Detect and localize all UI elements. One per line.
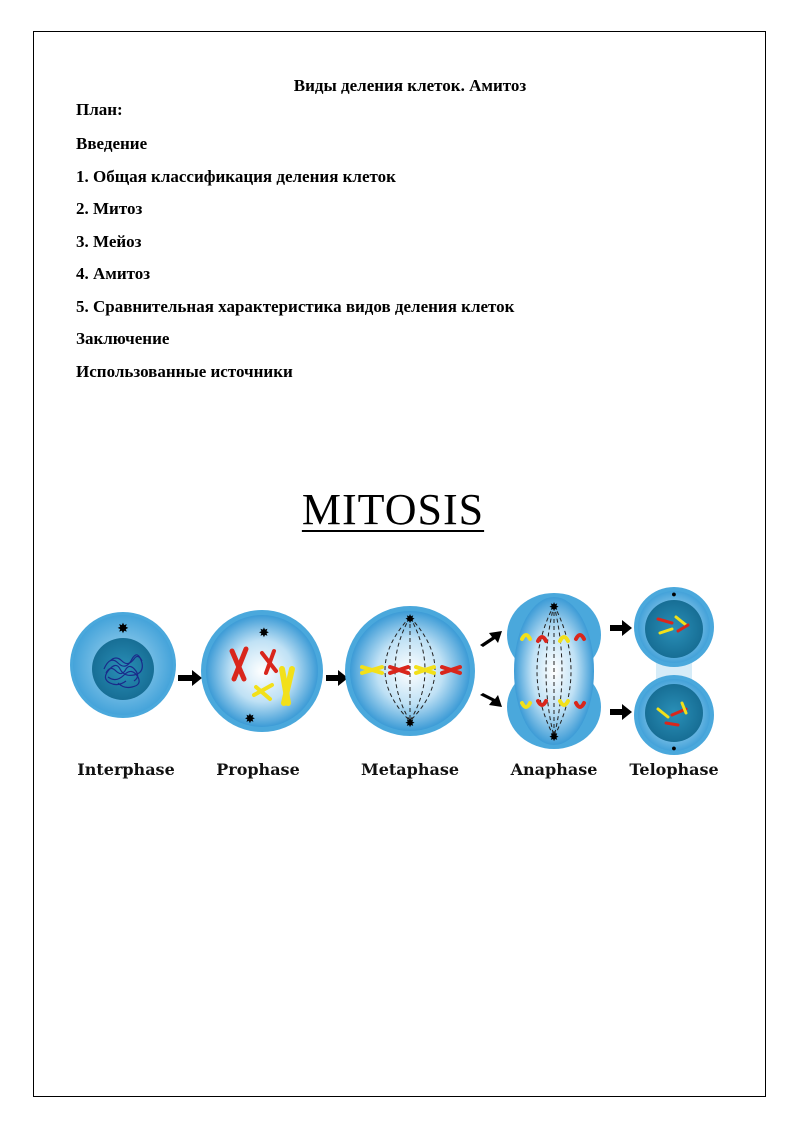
mitosis-figure — [60, 585, 740, 795]
plan-item-5: 5. Сравнительная характеристика видов деления клеток — [76, 296, 515, 316]
stage-label-prophase: Prophase — [216, 760, 300, 779]
arrow-icon — [610, 620, 632, 636]
centrosome-icon: ✸ — [404, 716, 416, 730]
interphase-cell — [70, 612, 176, 718]
arrow-icon — [326, 670, 348, 686]
plan-item-1: 1. Общая классификация деления клеток — [76, 166, 396, 186]
stage-label-telophase: Telophase — [629, 760, 719, 779]
centrosome-icon: ✸ — [258, 625, 270, 640]
plan-item-sources: Использованные источники — [76, 361, 293, 381]
plan-item-2: 2. Митоз — [76, 199, 143, 218]
centrosome-icon: ● — [671, 743, 677, 753]
mitosis-diagram — [60, 585, 740, 795]
arrow-icon — [480, 631, 502, 647]
plan-item-conclusion: Заключение — [76, 329, 170, 348]
arrow-icon — [610, 704, 632, 720]
arrow-icon — [480, 693, 502, 707]
plan-list — [76, 98, 514, 392]
plan-heading: План: — [76, 100, 123, 119]
plan-item-introduction: Введение — [76, 134, 148, 153]
centrosome-icon: ✸ — [404, 612, 416, 626]
arrow-icon — [178, 670, 202, 686]
centrosome-icon: ✸ — [244, 711, 256, 726]
centrosome-icon: ✸ — [548, 730, 560, 744]
figure-title: MITOSIS — [301, 485, 485, 534]
stage-label-metaphase: Metaphase — [360, 760, 460, 779]
document-title: Виды деления клеток. Амитоз — [293, 76, 527, 95]
plan-item-3: 3. Мейоз — [76, 231, 142, 251]
prophase-cell — [201, 610, 323, 732]
stage-label-anaphase: Anaphase — [510, 760, 598, 779]
plan-item-4: 4. Амитоз — [76, 264, 151, 283]
stage-label-interphase: Interphase — [77, 760, 175, 779]
metaphase-cell — [345, 606, 475, 736]
centrosome-icon: ✸ — [548, 600, 560, 614]
anaphase-cell — [507, 593, 601, 749]
centrosome-icon: ✸ — [117, 622, 129, 637]
centrosome-icon: ● — [671, 589, 677, 599]
telophase-cells — [634, 587, 714, 755]
